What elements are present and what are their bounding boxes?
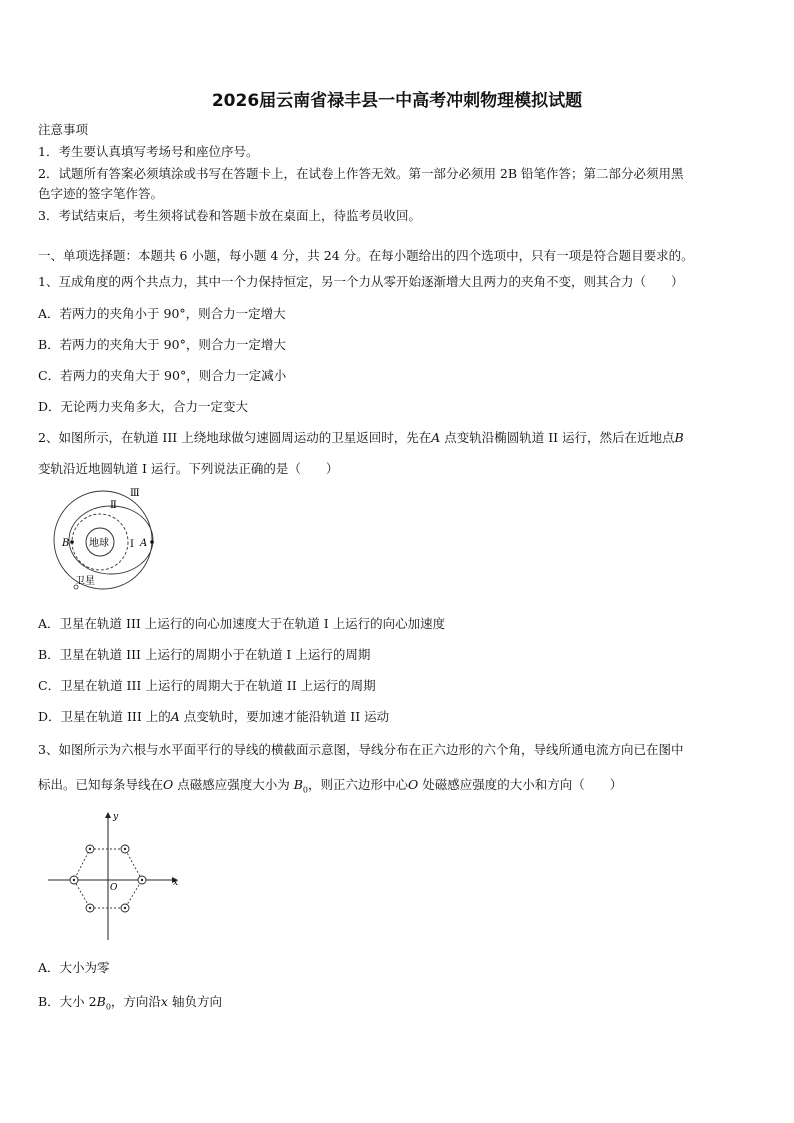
q2-stem-part: 2、如图所示，在轨道 III 上绕地球做匀速圆周运动的卫星返回时，先在: [38, 430, 432, 445]
q1-option-c: C．若两力的夹角大于 90°，则合力一定减小: [38, 368, 287, 383]
notice-heading: 注意事项: [38, 122, 89, 137]
notice-item-3: 3．考试结束后，考生须将试卷和答题卡放在桌面上，待监考员收回。: [38, 208, 421, 223]
point-b-label: B: [674, 430, 684, 445]
wire-bottom-left: [86, 904, 94, 912]
q2-stem-line2: 变轨沿近地圆轨道 I 运行。下列说法正确的是（ ）: [38, 461, 339, 476]
wire-bottom-right: [121, 904, 129, 912]
point-o-label: O: [408, 777, 419, 792]
point-a-fig-label: A: [140, 538, 148, 549]
notice-item-2-cont: 色字迹的签字笔作答。: [38, 186, 164, 201]
point-o-label: O: [163, 777, 174, 792]
wire-top-right: [121, 845, 129, 853]
q2-stem: [38, 428, 684, 446]
x-axis-symbol: x: [160, 994, 168, 1009]
hexagon-wire-diagram: [44, 808, 184, 948]
y-axis-label: y: [113, 812, 119, 822]
notice-item-2: 2．试题所有答案必须填涂或书写在答题卡上，在试卷上作答无效。第一部分必须用 2B 铅笔作答；第二部分必须用黑: [38, 166, 684, 181]
q3-option-a: A．大小为零: [38, 960, 110, 975]
point-b-fig-label: B: [62, 538, 70, 549]
q2-option-d-part: D．卫星在轨道 III 上的: [38, 709, 171, 724]
q3-stem-part: ，则正六边形中心: [308, 777, 409, 792]
b0-subscript: 0: [105, 1002, 111, 1012]
q3-stem-line2: [38, 775, 622, 795]
point-a-label: A: [170, 709, 180, 724]
q3-option-b: [38, 992, 222, 1012]
q1-option-d: D．无论两力夹角多大，合力一定变大: [38, 399, 249, 414]
y-axis-arrow: [105, 812, 111, 818]
q3-stem-line1: 3、如图所示为六根与水平面平行的导线的横截面示意图，导线分布在正六边形的六个角，导线所通电流方向已在图中: [38, 742, 684, 757]
q3-stem-part: 标出。已知每条导线在: [38, 777, 164, 792]
b0-subscript: 0: [302, 785, 308, 795]
q2-option-d-part: 点变轨时，要加速才能沿轨道 II 运动: [179, 709, 390, 724]
q1-option-a: A．若两力的夹角小于 90°，则合力一定增大: [38, 306, 286, 321]
q3-option-b-part: B．大小 2: [38, 994, 97, 1009]
x-axis-label: x: [173, 878, 179, 888]
orbit-diagram: [48, 482, 166, 594]
notice-item-1: 1．考生要认真填写考场号和座位序号。: [38, 144, 259, 159]
section-heading: 一、单项选择题：本题共 6 小题，每小题 4 分，共 24 分。在每小题给出的四个选项中，只有一项是符合题目要求的。: [38, 248, 694, 263]
q2-option-d: [38, 707, 389, 725]
satellite-label: 卫星: [75, 576, 95, 587]
q1-option-b: B．若两力的夹角大于 90°，则合力一定增大: [38, 337, 286, 352]
point-b-dot: [70, 540, 74, 544]
orbit-ii-label: Ⅱ: [110, 500, 117, 511]
q3-option-b-part: 轴负方向: [167, 994, 222, 1009]
wire-left: [70, 876, 78, 884]
q2-option-a: A．卫星在轨道 III 上运行的向心加速度大于在轨道 I 上运行的向心加速度: [38, 616, 446, 631]
q1-stem: 1、互成角度的两个共点力，其中一个力保持恒定，另一个力从零开始逐渐增大且两力的夹角不变，则其合力（ ）: [38, 274, 684, 289]
page-title: 2026届云南省禄丰县一中高考冲刺物理模拟试题: [211, 91, 583, 111]
q3-stem-part: 处磁感应强度的大小和方向（ ）: [418, 777, 623, 792]
wire-top-left: [86, 845, 94, 853]
q3-stem-part: 点磁感应强度大小为: [173, 777, 294, 792]
q2-stem-part: 点变轨沿椭圆轨道 II 运行，然后在近地点: [440, 430, 675, 445]
q2-option-b: B．卫星在轨道 III 上运行的周期小于在轨道 I 上运行的周期: [38, 647, 371, 662]
origin-label: O: [110, 883, 118, 893]
point-a-dot: [150, 540, 154, 544]
point-a-label: A: [431, 430, 441, 445]
q3-option-b-part: ，方向沿: [110, 994, 161, 1009]
orbit-i-label: I: [130, 539, 134, 550]
orbit-iii-label: Ⅲ: [130, 488, 140, 499]
b0-symbol: B: [293, 777, 303, 792]
q2-option-c: C．卫星在轨道 III 上运行的周期大于在轨道 II 上运行的周期: [38, 678, 376, 693]
b0-symbol: B: [96, 994, 106, 1009]
earth-label: 地球: [89, 538, 109, 549]
wire-right: [138, 876, 146, 884]
